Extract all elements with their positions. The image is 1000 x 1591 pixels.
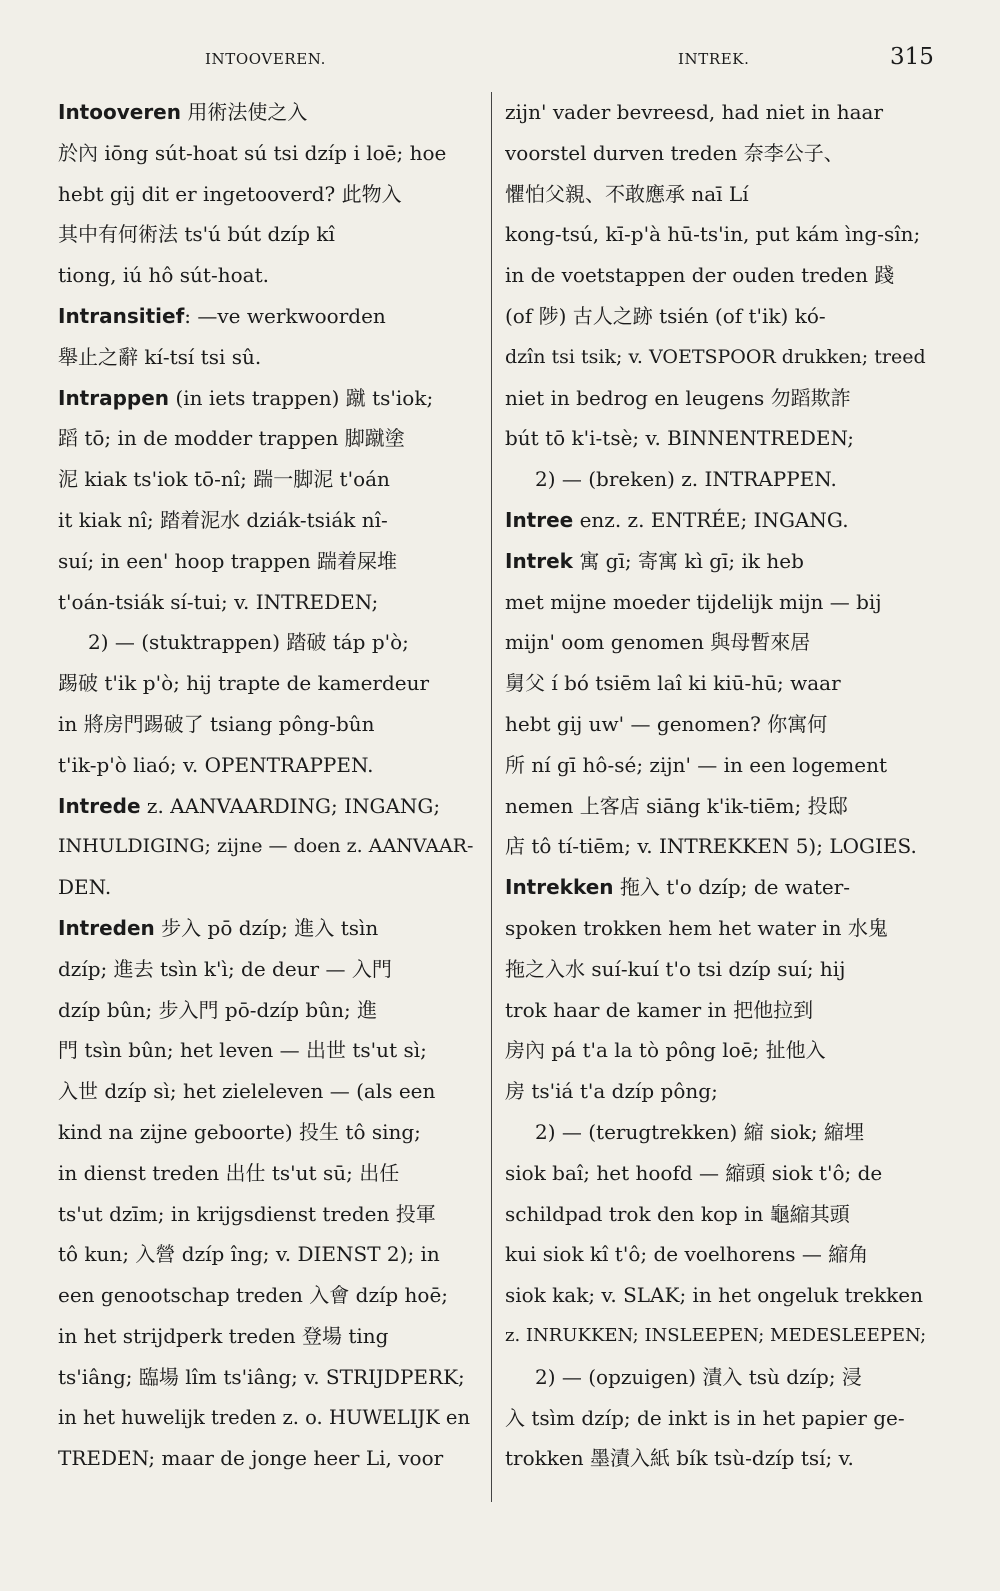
text-line: 房內 pá t'a la tò pông loē; 扯他入 (505, 1038, 826, 1063)
text-line: it kiak nî; 踏着泥水 dziák-tsiák nî- (58, 507, 388, 532)
text-line: zijn' vader bevreesd, had niet in haar (505, 100, 883, 124)
text-line: met mijne moeder tijdelijk mijn — bij (505, 589, 882, 614)
text-line: INHULDIGING; zijne — doen z. AANVAAR- (58, 835, 474, 858)
text-line: 泥 kiak ts'iok tō-nî; 踹一脚泥 t'oán (58, 467, 390, 492)
text-line: TREDEN; maar de jonge heer Li, voor (58, 1446, 444, 1471)
text-line: Intransitief: —ve werkwoorden (58, 303, 386, 328)
text-line: tiong, iú hô sút-hoat. (58, 263, 269, 288)
headword: Intrappen (58, 385, 170, 410)
text-line: siok kak; v. SLAK; in het ongeluk trekken (505, 1283, 923, 1308)
running-header (0, 44, 1000, 80)
text-line: 2) — (opzuigen) 漬入 tsù dzíp; 浸 (535, 1364, 862, 1389)
text-line: 入世 dzíp sì; het zieleleven — (als een (58, 1079, 436, 1104)
text-line: niet in bedrog en leugens 勿蹈欺詐 (505, 385, 851, 410)
text-line: 懼怕父親、不敢應承 naī Lí (505, 181, 749, 206)
text-line: bút tō k'i-tsè; v. BINNENTREDEN; (505, 426, 855, 451)
text-line: 於內 iōng sút-hoat sú tsi dzíp i loē; hoe (58, 140, 447, 165)
column-divider (491, 92, 492, 1502)
text-line: spoken trokken hem het water in 水鬼 (505, 915, 888, 940)
text-line: in dienst treden 出仕 ts'ut sū; 出任 (58, 1160, 400, 1185)
text-line: hebt gij dit er ingetooverd? 此物入 (58, 181, 402, 206)
header-left-keyword: INTOOVEREN. (205, 50, 326, 68)
text-line: siok baî; het hoofd — 縮頭 siok t'ô; de (505, 1160, 883, 1185)
text-line: Intrekken 拖入 t'o dzíp; de water- (505, 875, 851, 900)
headword: Intreden (58, 915, 155, 940)
text-line: trok haar de kamer in 把他拉到 (505, 997, 814, 1022)
text-line: DEN. (58, 875, 112, 900)
text-line: 舉止之辭 kí-tsí tsi sû. (58, 344, 262, 369)
text-line: t'ik-p'ò liaó; v. OPENTRAPPEN. (58, 752, 374, 777)
text-line: 其中有何術法 ts'ú bút dzíp kî (58, 222, 335, 247)
text-line: dzíp; 進去 tsìn k'ì; de deur — 入門 (58, 956, 392, 981)
text-line: nemen 上客店 siāng k'ik-tiēm; 投邸 (505, 793, 848, 818)
text-line: t'oán-tsiák sí-tui; v. INTREDEN; (58, 589, 379, 614)
text-line: 2) — (stuktrappen) 踏破 táp p'ò; (88, 630, 409, 655)
text-line: 拖之入水 suí-kuí t'o tsi dzíp suí; hij (505, 956, 846, 981)
text-line: dzíp bûn; 步入門 pō-dzíp bûn; 進 (58, 997, 378, 1022)
text-line: ts'iâng; 臨場 lîm ts'iâng; v. STRIJDPERK; (58, 1364, 465, 1389)
headword: Intooveren (58, 100, 181, 124)
text-line: Intreden 步入 pō dzíp; 進入 tsìn (58, 915, 379, 940)
text-line: in het huwelijk treden z. o. HUWELIJK en (58, 1405, 471, 1429)
text-line: 舅父 í bó tsiēm laî ki kiū-hū; waar (505, 671, 841, 696)
text-line: Intrappen (in iets trappen) 蹴 ts'iok; (58, 385, 434, 410)
text-line: in het strijdperk treden 登場 ting (58, 1323, 389, 1348)
text-line: kong-tsú, kī-p'à hū-ts'in, put kám ìng-sîn; (505, 222, 921, 247)
text-line: Intree enz. z. ENTRÉE; INGANG. (505, 507, 849, 532)
text-line: 門 tsìn bûn; het leven — 出世 ts'ut sì; (58, 1038, 427, 1063)
headword: Intree (505, 507, 574, 532)
text-line: ts'ut dzīm; in krijgsdienst treden 投軍 (58, 1201, 436, 1226)
text-line: voorstel durven treden 奈李公子、 (505, 140, 844, 165)
text-line: kui siok kî t'ô; de voelhorens — 縮角 (505, 1242, 869, 1267)
headword: Intrekken (505, 875, 614, 900)
header-right-keyword: INTREK. (678, 50, 750, 68)
text-line: trokken 墨漬入紙 bík tsù-dzíp tsí; v. (505, 1446, 854, 1471)
text-line: kind na zijne geboorte) 投生 tô sing; (58, 1119, 421, 1144)
headword: Intransitief (58, 303, 185, 328)
right-column (505, 92, 930, 1479)
text-line: 店 tô tí-tiēm; v. INTREKKEN 5); LOGIES. (505, 834, 917, 859)
text-line: in 將房門踢破了 tsiang pông-bûn (58, 711, 375, 736)
text-line: (of 陟) 古人之跡 tsién (of t'ik) kó- (505, 303, 826, 328)
text-line: hebt gij uw' — genomen? 你寓何 (505, 711, 828, 736)
text-line: een genootschap treden 入會 dzíp hoē; (58, 1283, 449, 1308)
text-line: Intooveren 用術法使之入 (58, 100, 308, 124)
headword: Intrede (58, 793, 141, 818)
left-column (58, 92, 478, 1479)
text-line: in de voetstappen der ouden treden 踐 (505, 263, 895, 288)
text-line: 2) — (breken) z. INTRAPPEN. (535, 467, 837, 492)
text-line: 房 ts'iá t'a dzíp pông; (505, 1079, 718, 1104)
text-line: 入 tsìm dzíp; de inkt is in het papier ge- (505, 1405, 905, 1430)
text-line: 所 ní gī hô-sé; zijn' — in een logement (505, 752, 887, 777)
text-line: 踢破 t'ik p'ò; hij trapte de kamerdeur (58, 671, 430, 696)
text-line: schildpad trok den kop in 龜縮其頭 (505, 1201, 850, 1226)
page-number: 315 (890, 44, 934, 70)
text-line: tô kun; 入營 dzíp îng; v. DIENST 2); in (58, 1242, 440, 1267)
text-line: suí; in een' hoop trappen 踹着屎堆 (58, 548, 398, 573)
text-line: z. INRUKKEN; INSLEEPEN; MEDESLEEPEN; (505, 1324, 927, 1346)
text-line: 蹈 tō; in de modder trappen 脚蹴塗 (58, 426, 405, 451)
text-line: Intrek 寓 gī; 寄寓 kì gī; ik heb (505, 548, 804, 573)
text-line: dzîn tsi tsik; v. VOETSPOOR drukken; treed (505, 345, 926, 368)
headword: Intrek (505, 548, 573, 573)
text-line: mijn' oom genomen 與母暫來居 (505, 630, 811, 655)
text-line: 2) — (terugtrekken) 縮 siok; 縮埋 (535, 1119, 864, 1144)
text-line: Intrede z. AANVAARDING; INGANG; (58, 793, 441, 818)
